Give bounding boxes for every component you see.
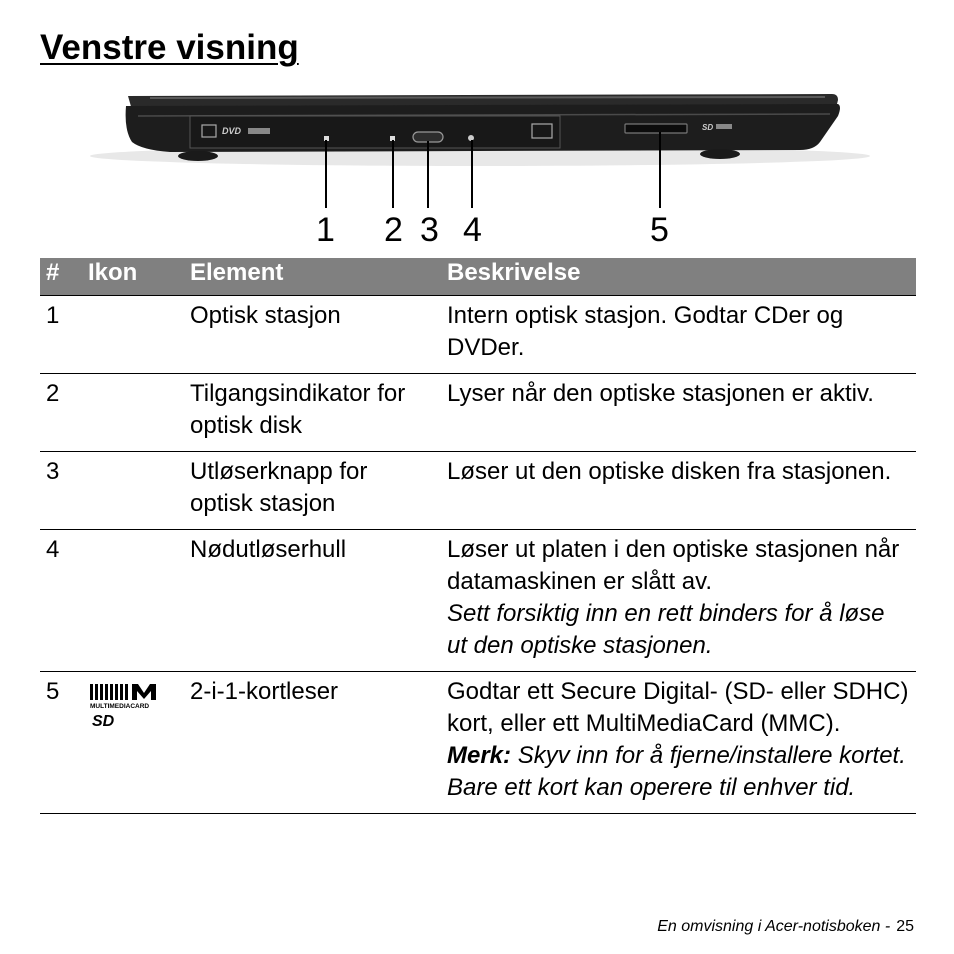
table-header-row — [40, 258, 916, 296]
header-element: Element — [184, 258, 441, 296]
row-description-cell — [441, 530, 916, 672]
component-table — [40, 258, 916, 814]
eject-button-shape — [413, 132, 443, 142]
row-icon-cell — [82, 452, 184, 530]
page-title: Venstre visning — [40, 28, 299, 67]
sd-logo: SD — [702, 123, 714, 132]
row-description-cell — [441, 672, 916, 814]
row-element: Optisk stasjon — [184, 296, 441, 374]
row-element: Utløserknapp for optisk stasjon — [184, 452, 441, 530]
callout-1: 1 — [316, 211, 335, 249]
svg-text:MULTIMEDIACARD: MULTIMEDIACARD — [90, 703, 150, 710]
card-reader-slot — [625, 124, 687, 133]
dvd-logo: DVD — [222, 126, 242, 136]
row-number: 4 — [40, 530, 82, 672]
row-number: 5 — [40, 672, 82, 814]
table-row — [40, 374, 916, 452]
page-number: 25 — [896, 918, 914, 935]
row-description: Løser ut platen i den optiske stasjonen når datamaskinen er slått av. — [447, 536, 900, 595]
table-row — [40, 296, 916, 374]
note-label: Merk: — [447, 742, 512, 769]
callout-5: 5 — [650, 211, 669, 249]
footer-text: En omvisning i Acer-notisboken - — [657, 918, 891, 935]
svg-text:SD: SD — [92, 713, 115, 730]
header-description: Beskrivelse — [441, 258, 916, 296]
row-element: Tilgangsindikator for optisk disk — [184, 374, 441, 452]
row-note: Merk: Skyv inn for å fjerne/installere kortet. Bare ett kort kan operere til enhver tid. — [447, 742, 906, 801]
row-number: 1 — [40, 296, 82, 374]
row-description: Lyser når den optiske stasjonen er aktiv. — [441, 374, 916, 452]
row-icon-cell — [82, 672, 184, 814]
header-icon: Ikon — [82, 258, 184, 296]
table-row — [40, 672, 916, 814]
callout-2: 2 — [384, 211, 403, 249]
table-row — [40, 530, 916, 672]
row-description: Godtar ett Secure Digital- (SD- eller SDHC) kort, eller ett MultiMediaCard (MMC). — [447, 678, 909, 737]
row-number: 2 — [40, 374, 82, 452]
row-element: Nødutløserhull — [184, 530, 441, 672]
row-description: Løser ut den optiske disken fra stasjonen. — [441, 452, 916, 530]
laptop-left-side-illustration — [80, 86, 880, 256]
row-element: 2-i-1-kortleser — [184, 672, 441, 814]
row-description: Intern optisk stasjon. Godtar CDer og DVDer. — [441, 296, 916, 374]
header-number: # — [40, 258, 82, 296]
row-icon-cell — [82, 530, 184, 672]
callout-3: 3 — [420, 211, 439, 249]
row-icon-cell — [82, 374, 184, 452]
callout-4: 4 — [463, 211, 482, 249]
table-row — [40, 452, 916, 530]
row-number: 3 — [40, 452, 82, 530]
row-icon-cell — [82, 296, 184, 374]
page-footer — [657, 918, 914, 936]
row-note: Sett forsiktig inn en rett binders for å løse ut den optiske stasjonen. — [447, 600, 885, 659]
multimediacard-sd-icon — [88, 682, 164, 730]
